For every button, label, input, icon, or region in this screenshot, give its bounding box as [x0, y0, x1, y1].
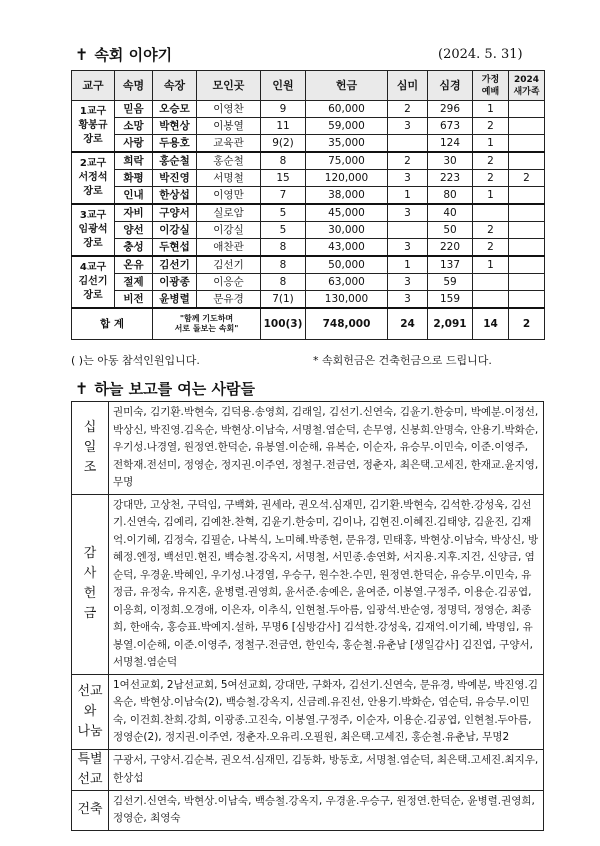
- table-cell: [509, 204, 545, 222]
- offering-row: [72, 749, 544, 790]
- column-header: 속명: [115, 71, 153, 101]
- table-cell: [509, 256, 545, 274]
- table-cell: 137: [428, 256, 473, 274]
- table-cell: [388, 135, 428, 153]
- table-cell: [509, 291, 545, 309]
- table-cell: 75,000: [306, 152, 388, 170]
- table-cell: 비전: [115, 291, 153, 309]
- table-cell: 두용호: [153, 135, 197, 153]
- table-cell: 한상섭: [153, 187, 197, 205]
- table-cell: 59: [428, 274, 473, 291]
- column-header: 심경: [428, 71, 473, 101]
- table-cell: 양선: [115, 222, 153, 239]
- table-cell: 김선기: [153, 256, 197, 274]
- table-cell: 130,000: [306, 291, 388, 309]
- table-cell: 화평: [115, 170, 153, 187]
- table-cell: 온유: [115, 256, 153, 274]
- section-title-text: 속회 이야기: [94, 46, 173, 64]
- table-cell: 충성: [115, 239, 153, 257]
- table-cell: 30,000: [306, 222, 388, 239]
- table-cell: 2: [473, 118, 509, 135]
- table-cell: 43,000: [306, 239, 388, 257]
- table-cell: 7(1): [261, 291, 306, 309]
- table-row: [72, 239, 545, 257]
- table-cell: 80: [428, 187, 473, 205]
- table-cell: 서명철: [197, 170, 261, 187]
- table-cell: 3: [388, 291, 428, 309]
- table-cell: 159: [428, 291, 473, 309]
- table-cell: 8: [261, 274, 306, 291]
- table-cell: 김선기: [197, 256, 261, 274]
- table-cell: 3: [388, 274, 428, 291]
- table-cell: [473, 274, 509, 291]
- table-cell: 296: [428, 101, 473, 118]
- table-cell: 5: [261, 222, 306, 239]
- column-header: 인원: [261, 71, 306, 101]
- table-cell: 2: [388, 101, 428, 118]
- table-cell: 이강실: [197, 222, 261, 239]
- table-cell: 2: [473, 222, 509, 239]
- table-cell: 1: [473, 256, 509, 274]
- district-label: 4교구 김선기 장로: [72, 256, 115, 308]
- table-cell: 2: [473, 170, 509, 187]
- offering-names: 강대만, 고상천, 구덕임, 구백화, 권세라, 권오석.심재민, 김기환.박현숙, 김석한.강성욱, 김선기.신연숙, 김예리, 김예찬.찬혁, 김윤기.한숭미, 김이나, 김현진.이혜진.김태양, 김윤진, 김재억.이기혜, 김정숙, 김필순, 나복식, 노미혜.박종현, 문유경, 민태홍, 박현상.이남숙, 박상신, 방혜정.엔정, 백선민.현진, 백승철.강옥지, 서명철, 서민종.송연화, 서지용.지후.지건, 신양금, 염순덕, 우경윤.박혜인, 우기성.나경열, 우승구, 원수찬.수민, 원정연.한덕순, 유승무.이민숙, 유정금, 유정숙, 유지혼, 윤병렬.권영희, 윤서준.송예은, 윤여준, 이봉열.구정주, 이용순.김공엽, 이응희, 이정희.오경애, 이은자, 이추식, 인현철.두아름, 임광석.반순영, 정명덕, 정영순, 최종희, 한애숙, 홍승표.박예지.설하, 무명6 [심방감사] 김석한.강성욱, 김재억.이기혜, 박명임, 유봉열.이순해, 이준.이영주, 정철구.전금연, 한인숙, 홍순철.유춘남 [생일감사] 김진엽, 구양서, 서명철.염순덕: [109, 494, 544, 674]
- table-cell: [509, 222, 545, 239]
- table-cell: 3: [388, 204, 428, 222]
- table-row: [72, 152, 545, 170]
- table-row: [72, 291, 545, 309]
- table-row: [72, 187, 545, 205]
- district-label: 2교구 서정석 장로: [72, 152, 115, 204]
- table-cell: 50: [428, 222, 473, 239]
- table-cell: 자비: [115, 204, 153, 222]
- cross-icon: ✝: [75, 379, 89, 398]
- table-cell: 실로암: [197, 204, 261, 222]
- offering-names: 권미숙, 김기환.박현숙, 김덕용.송영희, 김래일, 김선기.신연숙, 김윤기.한숭미, 박예분.이정선, 박상신, 박진영.김옥순, 박현상.이남숙, 서명철.염순덕, 손무영, 신봉희.안명숙, 안용기.박화순, 우기성.나경열, 원정연.한덕순, 유봉열.이순해, 유복순, 이순자, 유승무.이민숙, 이준.이영주, 전학재.전선미, 정영순, 정지권.이주연, 정철구.전금연, 정춘자, 최은택.고세진, 한재교.윤지영, 무명: [109, 402, 544, 495]
- report-date: (2024. 5. 31): [438, 47, 523, 62]
- table-row: [72, 118, 545, 135]
- table-cell: 구양서: [153, 204, 197, 222]
- table-cell: 2: [473, 239, 509, 257]
- table-cell: [509, 274, 545, 291]
- table-cell: 2: [509, 170, 545, 187]
- table-cell: 8: [261, 152, 306, 170]
- column-header: 가정 예배: [473, 71, 509, 101]
- offering-names: 김선기.신연숙, 박현상.이남숙, 백승철.강옥지, 우경윤.우승구, 원정연.한덕순, 윤병렬.권영희, 정영순, 최영숙: [109, 790, 544, 830]
- section-title-meetings: [75, 44, 172, 65]
- table-cell: 5: [261, 204, 306, 222]
- table-cell: 믿음: [115, 101, 153, 118]
- column-header: 심미: [388, 71, 428, 101]
- table-cell: 223: [428, 170, 473, 187]
- total-people: 100(3): [261, 308, 306, 340]
- offering-row: [72, 494, 544, 674]
- table-cell: 1: [473, 135, 509, 153]
- table-cell: 30: [428, 152, 473, 170]
- table-cell: 1: [388, 256, 428, 274]
- table-cell: [473, 291, 509, 309]
- table-cell: 절제: [115, 274, 153, 291]
- table-row: [72, 222, 545, 239]
- total-offering: 748,000: [306, 308, 388, 340]
- table-cell: [509, 135, 545, 153]
- table-cell: 문유경: [197, 291, 261, 309]
- table-cell: 소망: [115, 118, 153, 135]
- table-cell: 8: [261, 239, 306, 257]
- total-row: [72, 308, 545, 340]
- table-cell: 9: [261, 101, 306, 118]
- total-home: 14: [473, 308, 509, 340]
- table-cell: 이응순: [197, 274, 261, 291]
- table-cell: 120,000: [306, 170, 388, 187]
- table-cell: 2: [388, 152, 428, 170]
- offering-category: 선교 와 나눔: [72, 674, 109, 749]
- table-cell: 60,000: [306, 101, 388, 118]
- offering-table: [71, 401, 544, 831]
- table-cell: 15: [261, 170, 306, 187]
- offering-names: 1여선교회, 2남선교회, 5여선교회, 강대만, 구화자, 김선기.신연숙, 문유경, 박예분, 박진영.김옥순, 박현상.이남숙(2), 백승철.강옥지, 신금례.유진선, 안용기.박화순, 염순덕, 유승무.이민숙, 이건희.찬희.강희, 이광종.고진숙, 이봉열.구정주, 이순자, 이용순.김공엽, 인현철.두아름, 정영순(2), 정지권.이주연, 정춘자.오유리.오필원, 최은택.고세진, 홍순철.유춘남, 무명2: [109, 674, 544, 749]
- offering-category: 건축: [72, 790, 109, 830]
- table-cell: 1: [473, 187, 509, 205]
- table-cell: 1: [473, 101, 509, 118]
- total-visit: 24: [388, 308, 428, 340]
- offering-row: [72, 674, 544, 749]
- total-label: 합 계: [72, 308, 153, 340]
- table-cell: 이봉열: [197, 118, 261, 135]
- offering-category: 십 일 조: [72, 402, 109, 495]
- cross-icon: ✝: [75, 45, 89, 64]
- table-cell: 홍순철: [197, 152, 261, 170]
- column-header: 2024 새가족: [509, 71, 545, 101]
- column-header: 헌금: [306, 71, 388, 101]
- table-row: [72, 256, 545, 274]
- table-cell: [509, 152, 545, 170]
- meeting-table: [71, 70, 545, 340]
- offering-note: * 속회헌금은 건축헌금으로 드립니다.: [313, 354, 492, 367]
- table-cell: 오승모: [153, 101, 197, 118]
- section-title-offerings: [75, 378, 255, 399]
- table-cell: 인내: [115, 187, 153, 205]
- table-cell: 35,000: [306, 135, 388, 153]
- child-count-note: ( )는 아동 참석인원입니다.: [71, 354, 200, 367]
- table-cell: [473, 204, 509, 222]
- table-cell: 38,000: [306, 187, 388, 205]
- table-cell: 이강실: [153, 222, 197, 239]
- table-cell: 40: [428, 204, 473, 222]
- total-bible: 2,091: [428, 308, 473, 340]
- table-cell: 50,000: [306, 256, 388, 274]
- table-cell: 2: [473, 152, 509, 170]
- table-cell: 홍순철: [153, 152, 197, 170]
- table-cell: 9(2): [261, 135, 306, 153]
- table-cell: 애찬관: [197, 239, 261, 257]
- table-row: [72, 135, 545, 153]
- table-cell: 3: [388, 239, 428, 257]
- table-cell: 윤병렬: [153, 291, 197, 309]
- table-row: [72, 274, 545, 291]
- offering-category: 감 사 헌 금: [72, 494, 109, 674]
- table-cell: 3: [388, 170, 428, 187]
- table-cell: 이영찬: [197, 101, 261, 118]
- table-cell: 7: [261, 187, 306, 205]
- offering-names: 구광서, 구양서.김순복, 권오석.심재민, 김동화, 방동호, 서명철.염순덕, 최은택.고세진.최지우, 한상섭: [109, 749, 544, 790]
- table-cell: 사랑: [115, 135, 153, 153]
- table-cell: [509, 118, 545, 135]
- column-header: 속장: [153, 71, 197, 101]
- table-cell: 두현섭: [153, 239, 197, 257]
- table-cell: [388, 222, 428, 239]
- table-cell: [509, 187, 545, 205]
- table-cell: 11: [261, 118, 306, 135]
- table-cell: 교육관: [197, 135, 261, 153]
- offering-row: [72, 402, 544, 495]
- table-cell: 1: [388, 187, 428, 205]
- column-header: 모인곳: [197, 71, 261, 101]
- table-cell: 희락: [115, 152, 153, 170]
- offering-category: 특별 선교: [72, 749, 109, 790]
- table-cell: 45,000: [306, 204, 388, 222]
- table-cell: 124: [428, 135, 473, 153]
- table-cell: 673: [428, 118, 473, 135]
- section-title-text: 하늘 보고를 여는 사람들: [94, 380, 255, 398]
- table-cell: 3: [388, 118, 428, 135]
- table-cell: 8: [261, 256, 306, 274]
- table-row: [72, 101, 545, 118]
- table-cell: 59,000: [306, 118, 388, 135]
- table-row: [72, 204, 545, 222]
- table-cell: 이광종: [153, 274, 197, 291]
- table-cell: 이영만: [197, 187, 261, 205]
- offering-row: [72, 790, 544, 830]
- table-cell: 박현상: [153, 118, 197, 135]
- district-label: 3교구 임광석 장로: [72, 204, 115, 256]
- table-cell: 220: [428, 239, 473, 257]
- total-newfam: 2: [509, 308, 545, 340]
- table-cell: [509, 239, 545, 257]
- table-cell: 63,000: [306, 274, 388, 291]
- column-header: 교구: [72, 71, 115, 101]
- table-cell: [509, 101, 545, 118]
- total-slogan: "함께 기도하며 서로 돌보는 속회": [153, 308, 261, 340]
- district-label: 1교구 황봉규 장로: [72, 101, 115, 153]
- table-cell: 박진영: [153, 170, 197, 187]
- table-row: [72, 170, 545, 187]
